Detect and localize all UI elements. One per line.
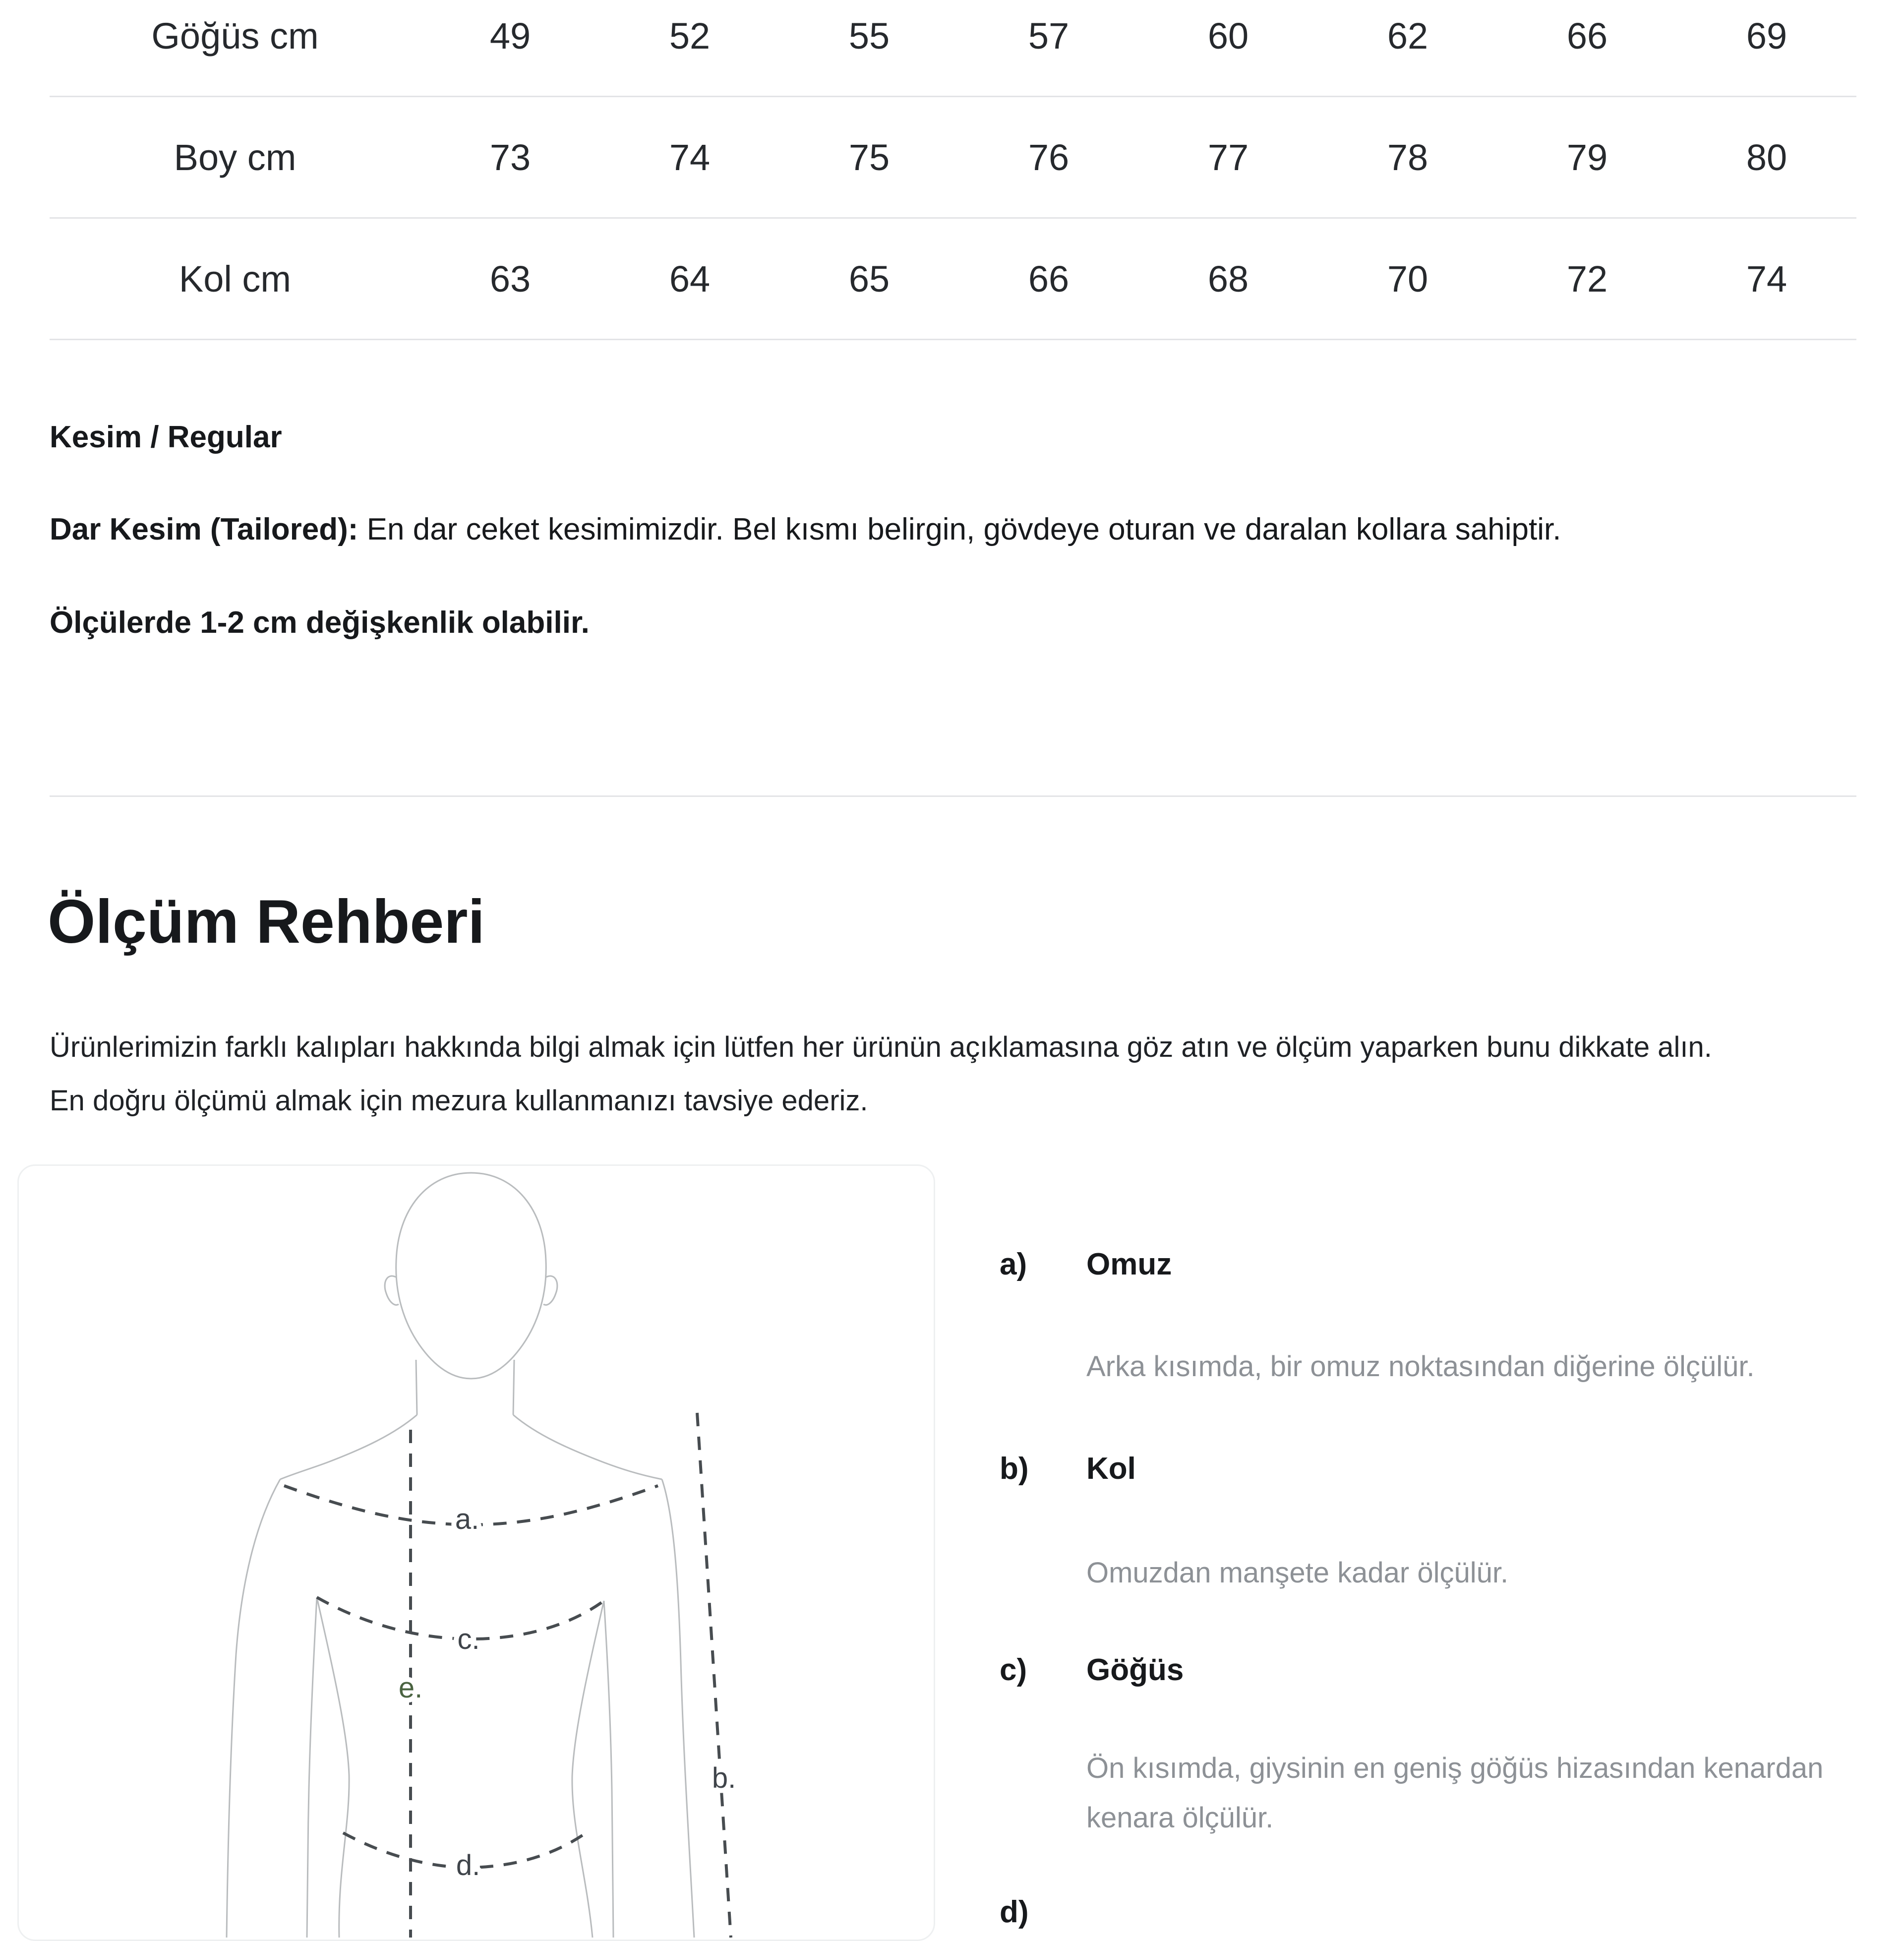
fit-description <box>50 512 1561 547</box>
item-key-c: c) <box>1000 1653 1027 1687</box>
arm-left-outer <box>227 1479 280 1938</box>
arm-left-inner <box>307 1597 317 1938</box>
size-value: 66 <box>1566 15 1608 57</box>
size-value: 62 <box>1387 15 1428 57</box>
size-value: 68 <box>1207 258 1249 300</box>
size-value: 76 <box>1028 136 1070 178</box>
size-value: 69 <box>1746 15 1787 57</box>
arm-right-outer <box>662 1479 694 1938</box>
diagram-labels <box>399 1503 736 1881</box>
neck-left <box>416 1360 417 1415</box>
item-description-omuz <box>1086 1342 1755 1392</box>
table-row-length <box>50 97 1856 219</box>
shoulder-right <box>513 1415 662 1479</box>
item-description-line: Arka kısımda, bir omuz noktasından diğerine ölçülür. <box>1086 1350 1755 1383</box>
diagram-label-b: b. <box>712 1762 736 1794</box>
size-value: 57 <box>1028 15 1070 57</box>
fit-note: Ölçülerde 1-2 cm değişkenlik olabilir. <box>50 606 590 640</box>
item-description-gogus <box>1086 1744 1823 1843</box>
torso-left <box>317 1597 349 1938</box>
item-description-line: Omuzdan manşete kadar ölçülür. <box>1086 1557 1509 1589</box>
head-outline <box>396 1173 546 1379</box>
size-value: 78 <box>1387 136 1428 178</box>
fit-title: Kesim / Regular <box>50 420 282 454</box>
table-row-chest <box>50 0 1856 97</box>
size-value: 75 <box>848 136 890 178</box>
size-value: 60 <box>1207 15 1249 57</box>
item-label-omuz: Omuz <box>1086 1247 1172 1281</box>
diagram-label-a: a. <box>455 1503 479 1535</box>
size-value: 80 <box>1746 136 1787 178</box>
measurement-lines <box>284 1413 731 1938</box>
size-value: 49 <box>489 15 531 57</box>
torso-right <box>572 1601 604 1938</box>
guide-intro-line: En doğru ölçümü almak için mezura kullanmanızı tavsiye ederiz. <box>50 1085 868 1117</box>
size-value: 66 <box>1028 258 1070 300</box>
size-value: 73 <box>489 136 531 178</box>
fit-description-label: Dar Kesim (Tailored): <box>50 512 358 546</box>
guide-title: Ölçüm Rehberi <box>48 888 485 956</box>
row-label-length: Boy cm <box>174 136 297 178</box>
size-value: 70 <box>1387 258 1428 300</box>
diagram-label-e: e. <box>398 1672 423 1704</box>
body-diagram-card <box>17 1164 935 1941</box>
mannequin-figure <box>227 1173 694 1938</box>
size-value: 65 <box>848 258 890 300</box>
item-key-b: b) <box>1000 1452 1029 1486</box>
size-value: 79 <box>1566 136 1608 178</box>
item-label-kol: Kol <box>1086 1452 1136 1486</box>
item-description-line: Ön kısımda, giysinin en geniş göğüs hizasından kenardan <box>1086 1752 1824 1784</box>
section-divider <box>50 795 1856 797</box>
item-key-a: a) <box>1000 1247 1027 1281</box>
size-value: 63 <box>489 258 531 300</box>
table-row-sleeve <box>50 219 1856 340</box>
size-value: 64 <box>669 258 711 300</box>
size-value: 55 <box>848 15 890 57</box>
guide-intro <box>50 1021 1712 1128</box>
size-value: 74 <box>1746 258 1787 300</box>
size-value: 77 <box>1207 136 1249 178</box>
diagram-label-d: d. <box>456 1849 480 1881</box>
item-key-d-partial: d) <box>1000 1895 1029 1929</box>
size-value: 74 <box>669 136 711 178</box>
row-label-chest: Göğüs cm <box>151 15 319 57</box>
item-label-gogus: Göğüs <box>1086 1653 1184 1687</box>
item-description-line: kenara ölçülür. <box>1086 1802 1274 1834</box>
size-value: 52 <box>669 15 711 57</box>
mannequin-diagram <box>19 1166 934 1938</box>
item-description-kol <box>1086 1548 1508 1598</box>
arm-right-inner <box>604 1601 613 1938</box>
measurement-line-sleeve <box>697 1413 731 1938</box>
guide-intro-line: Ürünlerimizin farklı kalıpları hakkında bilgi almak için lütfen her ürünün açıklamasına göz atın ve ölçüm yaparken bunu dikkate alın. <box>50 1031 1712 1063</box>
size-table <box>50 0 1856 340</box>
shoulder-left <box>280 1415 417 1479</box>
neck-right <box>513 1360 514 1415</box>
fit-description-text: En dar ceket kesimimizdir. Bel kısmı belirgin, gövdeye oturan ve daralan kollara sahiptir. <box>358 512 1561 546</box>
diagram-label-c: c. <box>457 1623 480 1655</box>
row-label-sleeve: Kol cm <box>178 258 292 300</box>
size-value: 72 <box>1566 258 1608 300</box>
